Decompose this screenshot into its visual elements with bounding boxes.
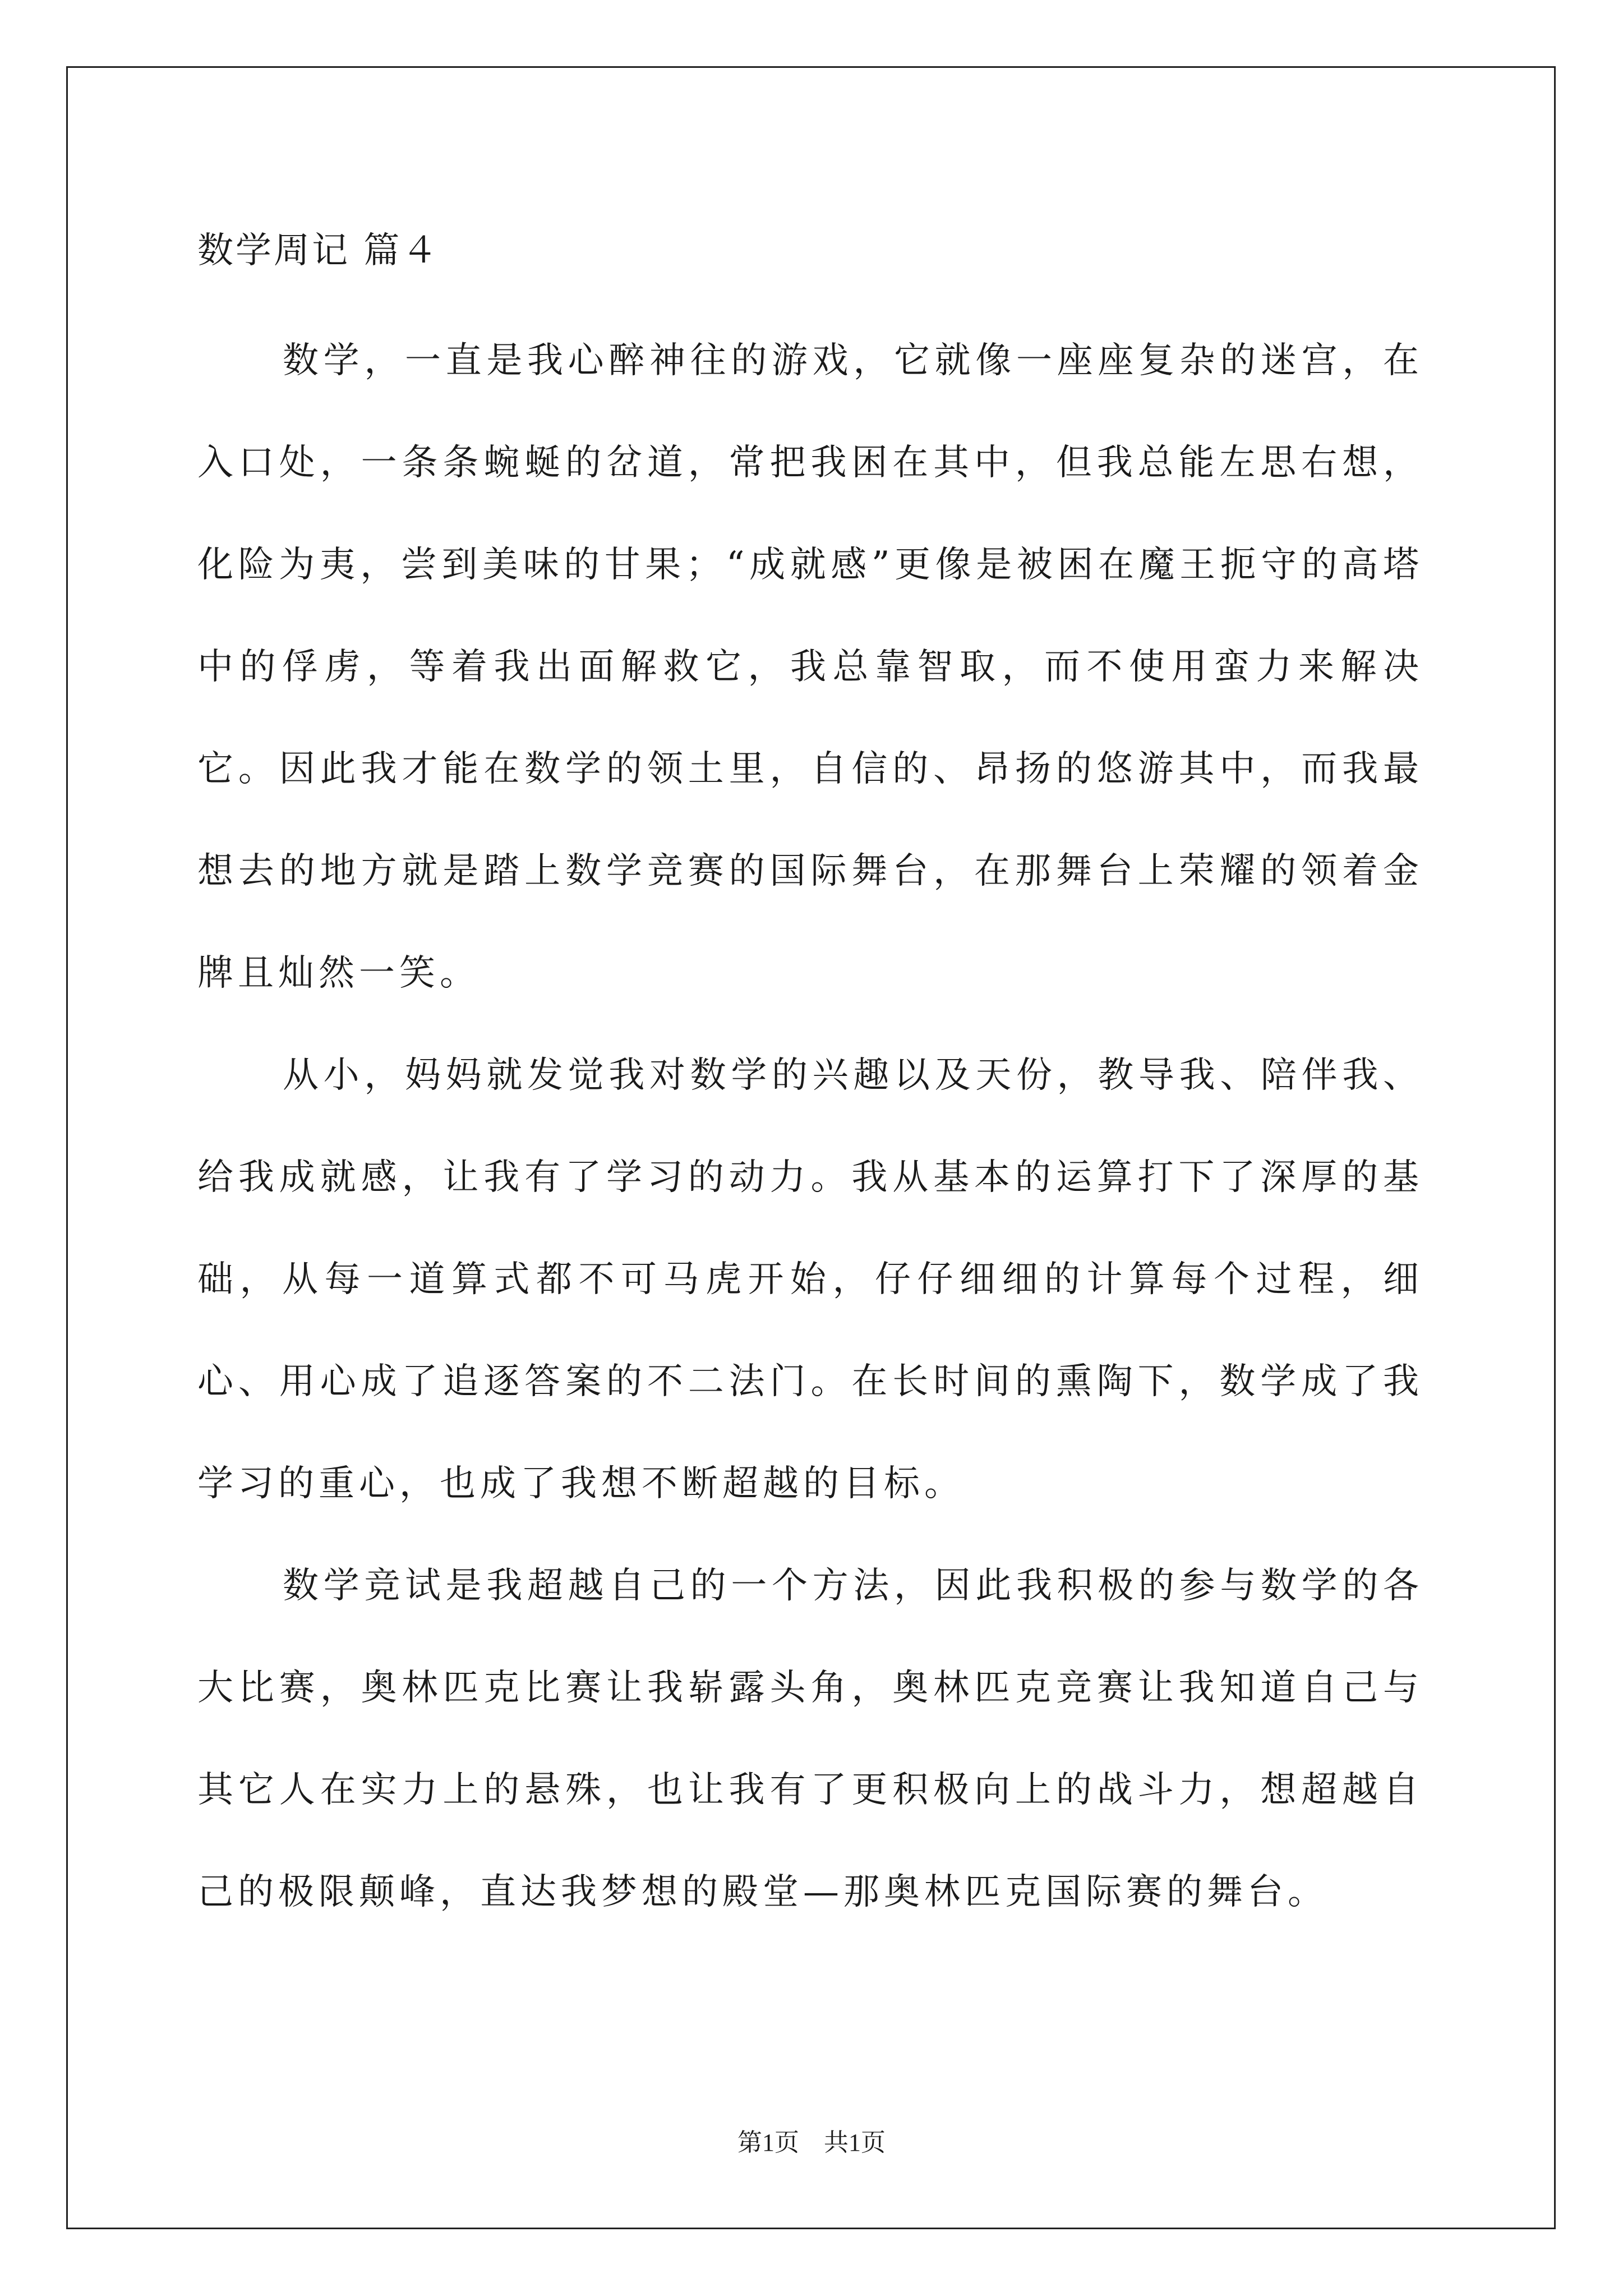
paragraph-3: 数学竞试是我超越自己的一个方法，因此我积极的参与数学的各大比赛，奥林匹克比赛让我崭露头角，奥林匹克竞赛让我知道自己与其它人在实力上的悬殊，也让我有了更积极向上的战斗力，想超越自己的极限颠峰，直达我梦想的殿堂—那奥林匹克国际赛的舞台。 [197, 1565, 1423, 1913]
page-number: 第1页 共1页 [737, 2129, 886, 2156]
paragraph-1: 数学，一直是我心醉神往的游戏，它就像一座座复杂的迷宫，在入口处，一条条蜿蜒的岔道，常把我困在其中，但我总能左思右想，化险为夷，尝到美味的甘果；“成就感”更像是被困在魔王扼守的高塔中的俘虏，等着我出面解救它，我总靠智取，而不使用蛮力来解决它。因此我才能在数学的领土里，自信的、昂扬的悠游其中，而我最想去的地方就是踏上数学竞赛的国际舞台，在那舞台上荣耀的领着金牌且灿然一笑。 [197, 340, 1423, 994]
paragraph-2: 从小，妈妈就发觉我对数学的兴趣以及天份，教导我、陪伴我、给我成就感，让我有了学习的动力。我从基本的运算打下了深厚的基础，从每一道算式都不可马虎开始，仔仔细细的计算每个过程，细心、用心成了追逐答案的不二法门。在长时间的熏陶下，数学成了我学习的重心，也成了我想不断超越的目标。 [197, 1055, 1423, 1504]
document-body [197, 214, 1423, 1943]
document-title: 数学周记 篇４ [197, 230, 440, 272]
